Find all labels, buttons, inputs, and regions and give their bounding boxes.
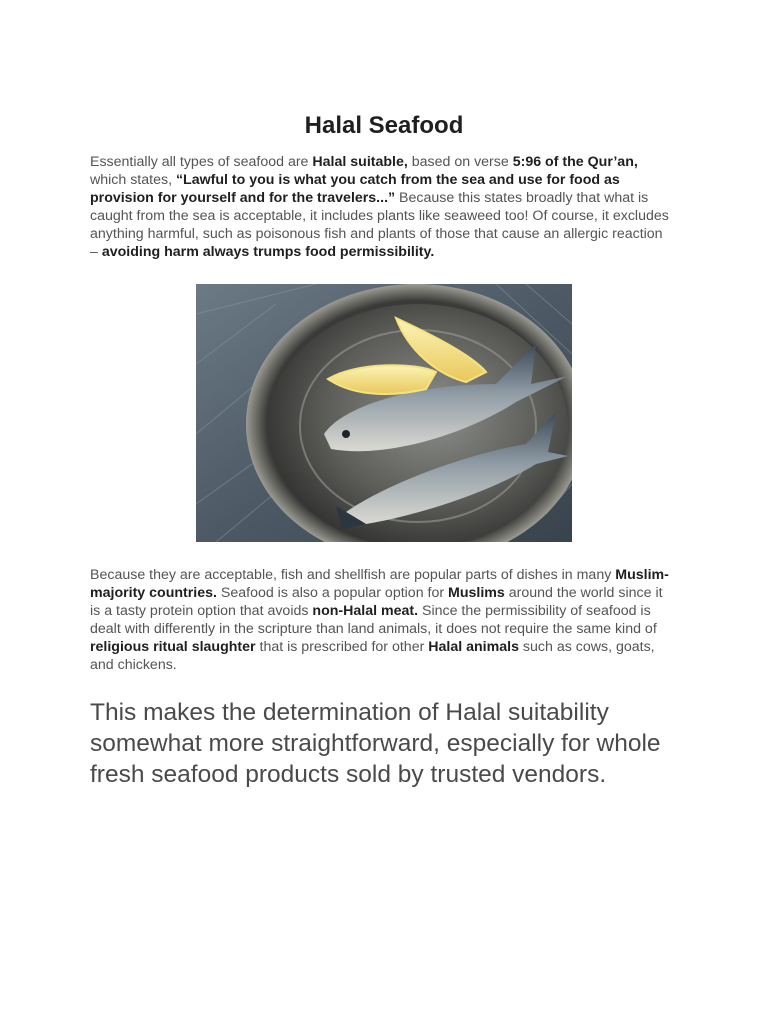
text-run: which states, — [90, 172, 176, 188]
bold-run: non-Halal meat. — [312, 603, 419, 619]
quran-quote: “Lawful to you is what you catch from the sea and use for food as provision for yourself and for the travelers...” — [90, 172, 620, 206]
bold-run: avoiding harm always trumps food permissibility. — [101, 244, 435, 260]
intro-paragraph — [90, 153, 674, 261]
page-title: Halal Seafood — [304, 112, 464, 139]
text-run: Seafood is also a popular option for — [216, 585, 449, 601]
bold-run: 5:96 of the Qur’an, — [512, 154, 638, 170]
bold-run: Muslim-majority countries. — [90, 567, 669, 601]
bold-run: religious ritual slaughter — [90, 639, 256, 655]
text-run: Since the permissibility of seafood is dealt with differently in the scripture than land animals, it does not require the same kind of — [90, 603, 657, 637]
text-run: such as cows, goats, and chickens. — [90, 639, 655, 673]
bold-run: Muslims — [448, 585, 505, 601]
text-run: Because they are acceptable, fish and shellfish are popular parts of dishes in many — [90, 567, 616, 583]
text-run: Essentially all types of seafood are — [90, 154, 313, 170]
bold-run: Halal suitable, — [312, 154, 408, 170]
text-run: that is prescribed for other — [255, 639, 429, 655]
text-run: based on verse — [407, 154, 513, 170]
bold-run: Halal animals — [428, 639, 519, 655]
text-run: Because this states broadly that what is caught from the sea is acceptable, it includes plants like seaweed too! Of course, it excludes anything harmful, such as poisonous fish and plants of those that cause an allergic reaction – — [90, 190, 669, 260]
sardines-on-plate-photo — [196, 284, 572, 542]
callout-text: This makes the determination of Halal suitability somewhat more straightforward, especially for whole fresh seafood products sold by trusted vendors. — [90, 699, 661, 788]
text-run: around the world since it is a tasty protein option that avoids — [90, 585, 663, 619]
body-paragraph — [90, 566, 674, 674]
